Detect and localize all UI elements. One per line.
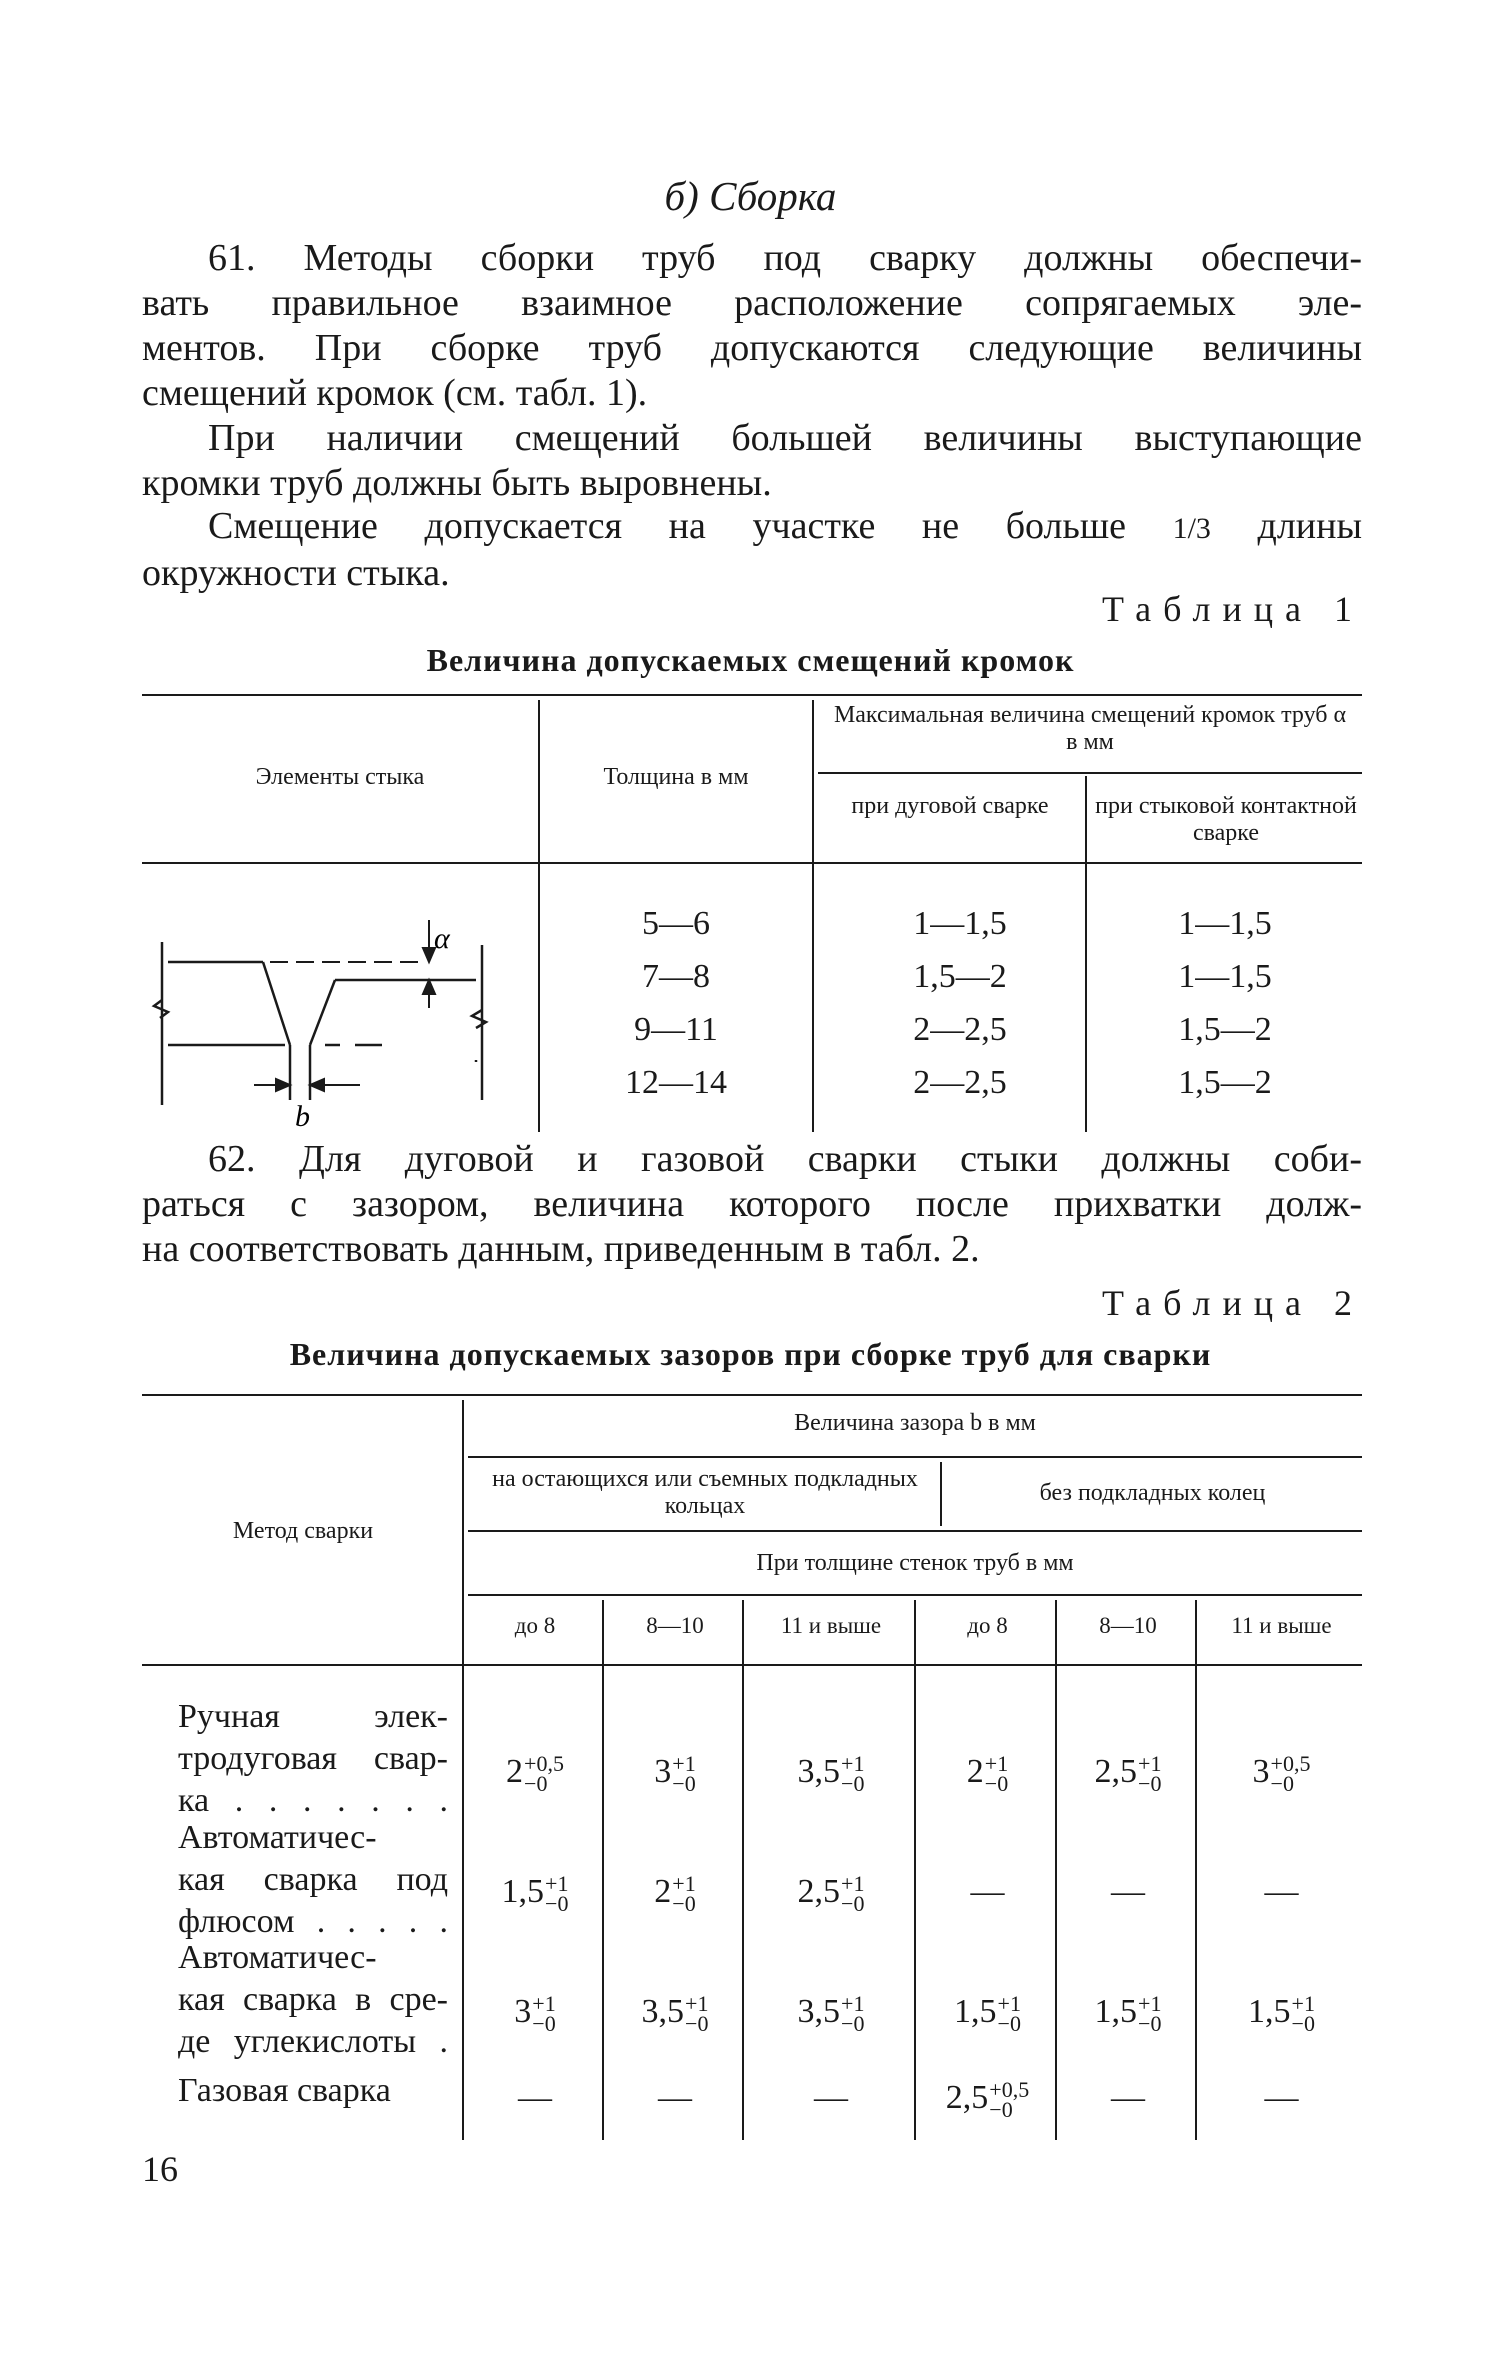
table-2-rule — [468, 1594, 1362, 1596]
joint-diagram — [150, 900, 510, 1140]
gap-value-cell — [1201, 1751, 1362, 1797]
upper-tolerance: +0,5 — [524, 1751, 564, 1777]
gap-base-value: — — [1111, 1873, 1145, 1910]
table-2-vline — [940, 1462, 942, 1526]
gap-tolerance — [1138, 1991, 1162, 2037]
lower-tolerance: −0 — [997, 2011, 1021, 2037]
gap-value-cell — [1061, 1751, 1195, 1797]
upper-tolerance: +1 — [532, 1991, 556, 2017]
gap-value-cell — [920, 1872, 1055, 1912]
method-line: Автоматичес- — [178, 1819, 377, 1856]
arc-offset-cell: 1—1,5 — [913, 905, 1007, 942]
table-1-sub-rule — [818, 772, 1362, 774]
gap-tolerance — [545, 1871, 569, 1917]
gap-base-value: — — [1264, 2079, 1299, 2116]
gap-value-cell — [1201, 1872, 1362, 1912]
table-1-label: Таблица 1 — [1102, 589, 1364, 629]
thickness-cell: 5—6 — [642, 905, 710, 942]
table-2-top-rule — [142, 1394, 1362, 1396]
gap-tolerance — [841, 1991, 865, 2037]
column-header: 8—10 — [646, 1613, 704, 1638]
method-line: тродуговая свар- — [178, 1740, 448, 1777]
method-line: ка . . . . . . . — [178, 1782, 448, 1819]
paragraph-offset — [142, 504, 1362, 596]
method-line: де углекислоты . — [178, 2023, 448, 2060]
gap-tolerance — [989, 2077, 1030, 2123]
gap-value-cell — [1061, 2078, 1195, 2118]
fraction: 1/3 — [1172, 512, 1211, 545]
gap-value-cell — [1201, 2078, 1362, 2118]
thickness-cell: 7—8 — [642, 958, 710, 995]
gap-value-cell — [748, 1751, 914, 1797]
gap-value-cell — [468, 1991, 602, 2037]
upper-tolerance: +1 — [841, 1871, 865, 1897]
table-2-vline — [462, 1400, 464, 2140]
gap-value-cell — [608, 1991, 742, 2037]
paragraph-line: окружности стыка. — [142, 552, 450, 594]
upper-tolerance: +1 — [1291, 1991, 1315, 2017]
gap-tolerance — [1291, 1991, 1315, 2037]
gap-base-value: 1,5 — [501, 1873, 545, 1910]
gap-base-value: 1,5 — [1248, 1993, 1291, 2030]
gap-tolerance — [997, 1991, 1021, 2037]
table-2-vline — [602, 1600, 604, 2140]
method-cell — [178, 1696, 448, 1822]
paragraph-line: ментов. При сборке труб допускаются следующие величины — [142, 327, 1362, 369]
gap-base-value: 3,5 — [797, 1993, 841, 2030]
table-2-rule — [468, 1456, 1362, 1458]
table-1-header-rule — [142, 862, 1362, 864]
gap-base-value: — — [1111, 2079, 1145, 2116]
paragraph-line: вать правильное взаимное расположение сопрягаемых эле- — [142, 282, 1362, 324]
column-header: 8—10 — [1099, 1613, 1157, 1638]
gap-value-cell — [748, 1871, 914, 1917]
paragraph-62 — [142, 1137, 1362, 1272]
gap-tolerance — [524, 1751, 564, 1797]
table-2-label: Таблица 2 — [1102, 1283, 1364, 1323]
column-header: до 8 — [967, 1613, 1008, 1638]
butt-offset-cell: 1—1,5 — [1178, 958, 1272, 995]
paragraph-line: кромки труб должны быть выровнены. — [142, 462, 772, 504]
lower-tolerance: −0 — [524, 1771, 548, 1797]
paragraph-align — [142, 416, 1362, 506]
lower-tolerance: −0 — [841, 1771, 865, 1797]
upper-tolerance: +0,5 — [1270, 1751, 1311, 1777]
upper-tolerance: +1 — [685, 1991, 709, 2017]
arc-offset-cell: 2—2,5 — [913, 1011, 1007, 1048]
gap-value-cell — [468, 1751, 602, 1797]
upper-tolerance: +1 — [1138, 1751, 1162, 1777]
gap-value-cell — [1061, 1872, 1195, 1912]
upper-tolerance: +1 — [841, 1991, 865, 2017]
gap-base-value: 2 — [506, 1753, 524, 1790]
upper-tolerance: +1 — [841, 1751, 865, 1777]
gap-tolerance — [984, 1751, 1009, 1797]
gap-value-cell — [920, 1751, 1055, 1797]
table-2-vline — [1055, 1600, 1057, 2140]
header-butt: при стыковой контактной сварке — [1095, 793, 1357, 846]
gap-base-value: 3,5 — [797, 1753, 841, 1790]
gap-base-value: 1,5 — [954, 1993, 997, 2030]
header-method: Метод сварки — [232, 1518, 374, 1544]
gap-value-cell — [468, 1871, 602, 1917]
lower-tolerance: −0 — [984, 1771, 1009, 1797]
gap-base-value: — — [518, 2079, 552, 2116]
gap-value-cell — [1061, 1991, 1195, 2037]
lower-tolerance: −0 — [1270, 1771, 1294, 1797]
table-2-header-rule — [142, 1664, 1362, 1666]
table-1-top-rule — [142, 694, 1362, 696]
method-line: флюсом . . . . . — [178, 1903, 448, 1940]
gap-value-cell — [748, 2078, 914, 2118]
gap-tolerance — [672, 1871, 696, 1917]
method-cell — [178, 1817, 448, 1943]
gap-base-value: 3 — [654, 1753, 672, 1790]
page-number: 16 — [142, 2149, 178, 2189]
paragraph-line: 61. Методы сборки труб под сварку должны обеспечи- — [208, 237, 1362, 279]
lower-tolerance: −0 — [545, 1891, 569, 1917]
gap-tolerance — [841, 1751, 865, 1797]
butt-offset-cell: 1,5—2 — [1178, 1064, 1272, 1101]
paragraph-line: на соответствовать данным, приведенным в табл. 2. — [142, 1228, 980, 1270]
gap-tolerance — [1138, 1751, 1162, 1797]
b-label: b — [295, 1100, 310, 1133]
gap-base-value: 3,5 — [641, 1993, 685, 2030]
header-wall-thickness: При толщине стенок труб в мм — [756, 1550, 1074, 1576]
method-line: Ручная элек- — [178, 1698, 448, 1735]
section-title: б) Сборка — [664, 173, 837, 219]
header-max-offset: Максимальная величина смещений кромок труб α в мм — [833, 702, 1347, 755]
gap-value-cell — [608, 1871, 742, 1917]
gap-tolerance — [685, 1991, 709, 2037]
upper-tolerance: +1 — [672, 1871, 696, 1897]
paragraph-line: При наличии смещений большей величины выступающие — [208, 417, 1362, 459]
lower-tolerance: −0 — [672, 1771, 696, 1797]
gap-base-value: 2 — [966, 1753, 984, 1790]
lower-tolerance: −0 — [672, 1891, 696, 1917]
column-header: 11 и выше — [1231, 1613, 1332, 1638]
gap-base-value: 2 — [654, 1873, 672, 1910]
gap-value-cell — [1201, 1991, 1362, 2037]
butt-offset-cell: 1—1,5 — [1178, 905, 1272, 942]
paragraph-line — [142, 504, 1362, 551]
gap-base-value: — — [970, 1873, 1005, 1910]
header-with-rings: на остающихся или съемных подкладных кольцах — [492, 1466, 918, 1519]
table-1-vline — [1085, 776, 1087, 1132]
gap-base-value: 3 — [514, 1993, 532, 2030]
header-without-rings: без подкладных колец — [1039, 1480, 1266, 1506]
gap-base-value: 2,5 — [1094, 1753, 1138, 1790]
column-header: до 8 — [514, 1613, 556, 1638]
lower-tolerance: −0 — [1291, 2011, 1315, 2037]
method-cell — [178, 2070, 448, 2112]
gap-value-cell — [920, 1991, 1055, 2037]
column-header: 11 и выше — [780, 1613, 882, 1638]
table-1-vline — [812, 700, 814, 1132]
gap-value-cell — [920, 2077, 1055, 2123]
thickness-cell: 12—14 — [625, 1064, 727, 1101]
paragraph-line: смещений кромок (см. табл. 1). — [142, 372, 648, 414]
text-run: Смещение допускается на участке не больше — [208, 505, 1173, 547]
header-gap: Величина зазора b в мм — [794, 1410, 1036, 1436]
gap-value-cell — [468, 2078, 602, 2118]
method-line: Газовая сварка — [178, 2072, 391, 2109]
lower-tolerance: −0 — [989, 2097, 1013, 2123]
butt-offset-cell: 1,5—2 — [1178, 1011, 1272, 1048]
lower-tolerance: −0 — [841, 2011, 865, 2037]
gap-value-cell — [748, 1991, 914, 2037]
gap-value-cell — [608, 1751, 742, 1797]
thickness-cell: 9—11 — [634, 1011, 718, 1048]
table-2-rule — [468, 1530, 1362, 1532]
lower-tolerance: −0 — [841, 1891, 865, 1917]
header-thickness: Толщина в мм — [603, 764, 749, 790]
table-1-title: Величина допускаемых смещений кромок — [426, 642, 1075, 678]
lower-tolerance: −0 — [1138, 1771, 1162, 1797]
upper-tolerance: +1 — [545, 1871, 569, 1897]
upper-tolerance: +1 — [997, 1991, 1021, 2017]
table-2-vline — [742, 1600, 744, 2140]
paragraph-line: 62. Для дуговой и газовой сварки стыки должны соби- — [208, 1138, 1362, 1180]
paragraph-61 — [142, 236, 1362, 416]
paragraph-line: раться с зазором, величина которого после прихватки долж- — [142, 1183, 1362, 1225]
gap-base-value: 1,5 — [1094, 1993, 1138, 2030]
table-1-vline — [538, 700, 540, 1132]
method-line: Автоматичес- — [178, 1939, 377, 1976]
gap-tolerance — [672, 1751, 696, 1797]
gap-base-value: — — [1264, 1873, 1299, 1910]
lower-tolerance: −0 — [685, 2011, 709, 2037]
method-line: кая сварка под — [178, 1861, 448, 1898]
header-arc: при дуговой сварке — [851, 793, 1049, 819]
upper-tolerance: +1 — [672, 1751, 696, 1777]
gap-base-value: 2,5 — [797, 1873, 841, 1910]
gap-value-cell — [608, 2078, 742, 2118]
upper-tolerance: +1 — [984, 1751, 1009, 1777]
method-line: кая сварка в сре- — [178, 1981, 448, 2018]
gap-tolerance — [841, 1871, 865, 1917]
lower-tolerance: −0 — [1138, 2011, 1162, 2037]
gap-base-value: — — [658, 2079, 692, 2116]
gap-tolerance — [1270, 1751, 1311, 1797]
arc-offset-cell: 2—2,5 — [913, 1064, 1007, 1101]
header-elements: Элементы стыка — [255, 764, 425, 790]
alpha-label: α — [434, 922, 450, 955]
table-2-vline — [1195, 1600, 1197, 2140]
arc-offset-cell: 1,5—2 — [913, 958, 1007, 995]
gap-base-value: 2,5 — [945, 2079, 989, 2116]
lower-tolerance: −0 — [532, 2011, 556, 2037]
upper-tolerance: +1 — [1138, 1991, 1162, 2017]
gap-base-value: 3 — [1252, 1753, 1270, 1790]
method-cell — [178, 1937, 448, 2063]
gap-tolerance — [532, 1991, 556, 2037]
text-run: длины — [1210, 505, 1363, 547]
gap-base-value: — — [814, 2079, 848, 2116]
table-2-vline — [914, 1600, 916, 2140]
upper-tolerance: +0,5 — [989, 2077, 1030, 2103]
table-2-title: Величина допускаемых зазоров при сборке труб для сварки — [289, 1336, 1212, 1372]
